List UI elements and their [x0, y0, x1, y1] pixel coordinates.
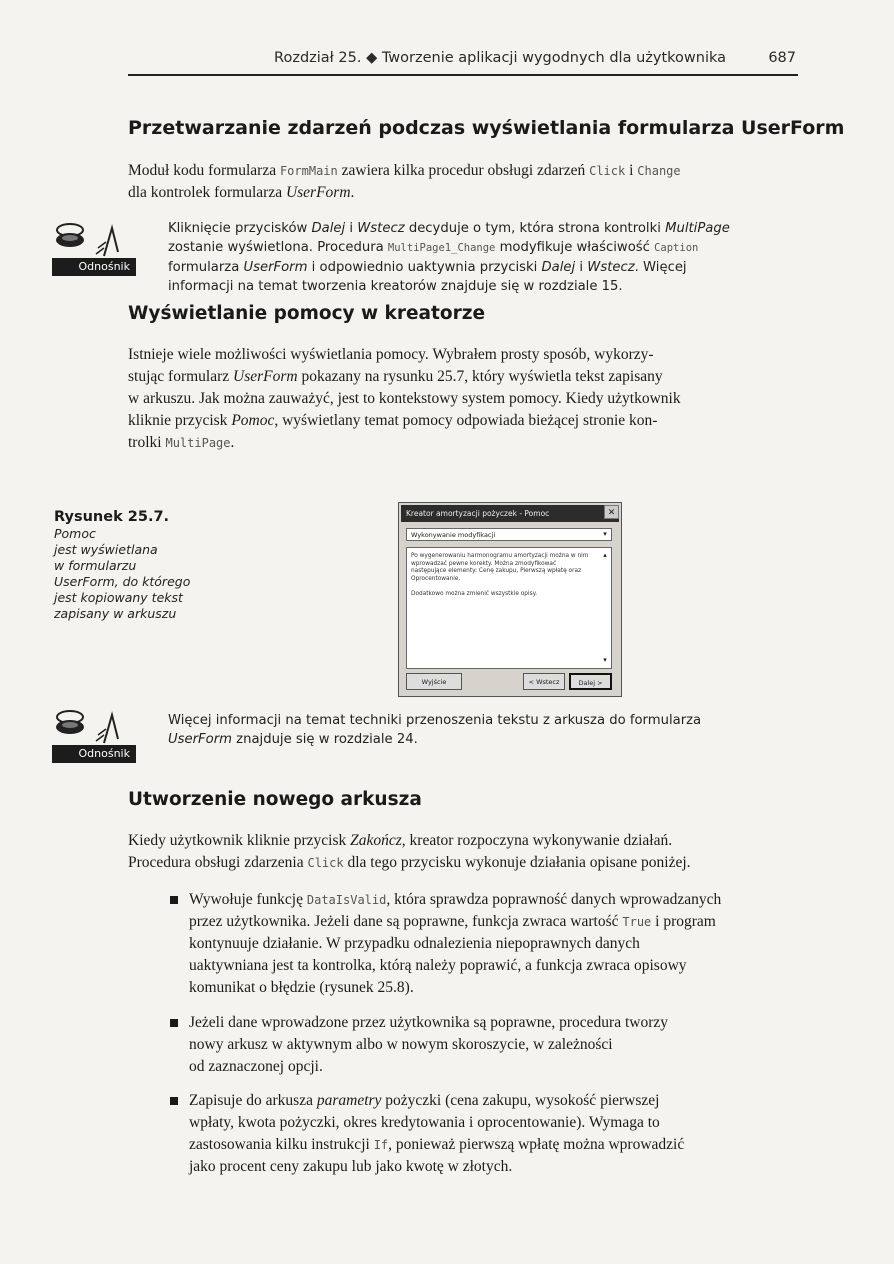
- close-icon: ✕: [604, 505, 619, 519]
- dialog-next-button: Dalej >: [569, 673, 612, 690]
- code-click: Click: [589, 164, 626, 178]
- binoculars-icon: [52, 705, 136, 747]
- note-help-text: Więcej informacji na temat techniki przenoszenia tekstu z arkusza do formularza UserForm znajduje się w rozdziale 24.: [168, 713, 702, 747]
- figure-caption-line: Pomoc: [54, 526, 96, 541]
- binoculars-icon: [52, 218, 136, 260]
- help-text-box: [406, 547, 612, 669]
- bullet-icon: [170, 1097, 178, 1105]
- code-change: Change: [637, 164, 681, 178]
- reference-label: Odnośnik: [52, 258, 136, 276]
- book-page: Rozdział 25. ◆ Tworzenie aplikacji wygodnych dla użytkownika 687 Przetwarzanie zdarzeń podczas wyświetlania formularza UserForm Moduł kodu formularza FormMain zawiera kilka procedur obsługi zdarzeń Click i Change dla kontrolek formularza UserForm. Odnośnik Kliknięcie przycisków Dalej i Wstecz decyduje o tym, która strona kontrolki MultiPage zostanie wyświetlona. Procedura MultiPage1_Change modyfikuje właściwość Caption formularza UserForm i odpowiednio uaktywnia przyciski Dalej i Wstecz. Więcej informacji na temat tworzenia kreatorów znajduje się w rozdziale 15. Wyświetlanie pomocy w kreatorze Istnieje wiele możliwości wyświetlania pomocy. Wybrałem prosty sposób, wykorzy- stując formularz UserForm pokazany na rysunku 25.7, który wyświetla tekst zapisany w arkuszu. Jak można zauważyć, jest to kontekstowy system pomocy. Kiedy użytkownik kliknie przycisk Pomoc, wyświetlany temat pomocy odpowiada bieżącej stronie kon- trolki MultiPage. Rysunek 25.7. Pomoc jest wyświetlana w formularzu UserForm, do którego jest kopiowany tekst zapisany w arkuszu Kreator amortyzacji pożyczek - Pomoc ✕ Wykonywanie modyfikacji ▾ Po wygenerowaniu harmonogramu amortyzacji można w nim wprowadzać pewne korekty. Można zmodyfikować następujące elementy: Cenę zakupu, Pierwszą wpłatę oraz Oprocentowanie. Dodatkowo można zmienić wszystkie opisy. ▴ ▾ Wyjście < Wstecz Dalej > Odnośnik Więcej informacji na temat techniki przenoszenia tekstu z arkusza do formularza UserForm znajduje się w rozdziale 24. Utworzenie nowego arkusza Kiedy użytkownik kliknie przycisk Zakończ, kreator rozpoczyna wykonywanie działań. Procedura obsługi zdarzenia Click dla tego przycisku wykonuje działania opisane poniżej. Wywołuje funkcję DataIsValid, która sprawdza poprawność danych wprowadzanych przez użytkownika. Jeżeli dane są poprawne, funkcja zwraca wartość True i program kontynuuje działanie. W przypadku odnalezienia niepoprawnych danych uaktywniana jest ta kontrolka, którą należy poprawić, a funkcja zwraca opisowy komunikat o błędzie (rysunek 25.8). Jeżeli dane wprowadzone przez użytkownika są poprawne, procedura tworzy nowy arkusz w aktywnym albo w nowym skoroszycie, w zależności od zaznaczonej opcji. Zapisuje do arkusza parametry pożyczki (cena zakupu, wysokość pierwszej wpłaty, kwota pożyczki, okres kredytowania i oprocentowanie). Wymaga to zastosowania kilku instrukcji If, ponieważ pierwszą wpłatę można wprowadzić jako procent ceny zakupu lub jako kwotę w złotych.: [54, 50, 845, 1175]
- section-heading-events: Przetwarzanie zdarzeń podczas wyświetlania formularza UserForm: [128, 117, 845, 139]
- code-dataisvalid: DataIsValid: [306, 893, 387, 907]
- section-heading-new-sheet: Utworzenie nowego arkusza: [128, 789, 422, 810]
- figure-caption: [54, 509, 224, 622]
- running-header: [128, 50, 796, 72]
- section-heading-help: Wyświetlanie pomocy w kreatorze: [128, 303, 486, 324]
- chevron-down-icon: ▾: [603, 530, 607, 538]
- scroll-down-icon: ▾: [603, 656, 607, 664]
- dialog-title: Kreator amortyzacji pożyczek - Pomoc: [401, 505, 619, 522]
- reference-icon: [52, 218, 136, 276]
- dialog-back-button: < Wstecz: [523, 673, 565, 690]
- reference-label: Odnośnik: [52, 745, 136, 763]
- dialog-exit-button: Wyjście: [406, 673, 462, 690]
- figure-number: Rysunek 25.7.: [54, 509, 170, 525]
- figure-caption-line: zapisany w arkuszu: [54, 606, 177, 621]
- reference-icon: [52, 705, 136, 763]
- code-click: Click: [307, 856, 344, 870]
- help-dialog-screenshot: [398, 502, 622, 697]
- figure-caption-line: UserForm, do którego: [54, 574, 191, 589]
- paragraph-help: Istnieje wiele możliwości wyświetlania pomocy. Wybrałem prosty sposób, wykorzy- stując formularz UserForm pokazany na rysunku 25.7, który wyświetla tekst zapisany w arkuszu. Jak można zauważyć, jest to kontekstowy system pomocy. Kiedy użytkownik kliknie przycisk Pomoc, wyświetlany temat pomocy odpowiada bieżącej stronie kon- trolki MultiPage.: [128, 346, 681, 451]
- code-caption: Caption: [654, 242, 699, 254]
- chapter-title: Rozdział 25. ◆ Tworzenie aplikacji wygodnych dla użytkownika: [274, 50, 726, 66]
- header-rule: [128, 74, 798, 76]
- bullet-icon: [170, 1019, 178, 1027]
- help-text-extra: Dodatkowo można zmienić wszystkie opisy.: [411, 591, 538, 597]
- figure-caption-line: jest kopiowany tekst: [54, 590, 183, 605]
- code-true: True: [622, 915, 652, 929]
- paragraph-new-sheet: Kiedy użytkownik kliknie przycisk Zakończ, kreator rozpoczyna wykonywanie działań. Procedura obsługi zdarzenia Click dla tego przycisku wykonuje działania opisane poniżej.: [128, 832, 691, 871]
- code-multipage: MultiPage: [165, 436, 231, 450]
- code-multipage1-change: MultiPage1_Change: [387, 242, 496, 254]
- page-number: 687: [768, 50, 796, 66]
- figure-caption-line: jest wyświetlana: [54, 542, 158, 557]
- code-if: If: [373, 1138, 389, 1152]
- help-text: Po wygenerowaniu harmonogramu amortyzacji można w nim wprowadzać pewne korekty. Można zmodyfikować następujące elementy: Cenę zakupu, Pierwszą wpłatę oraz Oprocentowanie.: [411, 553, 589, 582]
- help-topic-dropdown: Wykonywanie modyfikacji ▾: [406, 528, 612, 541]
- note-wizard-navigation: Kliknięcie przycisków Dalej i Wstecz decyduje o tym, która strona kontrolki MultiPage zostanie wyświetlona. Procedura MultiPage1_Change modyfikuje właściwość Caption formularza UserForm i odpowiednio uaktywnia przyciski Dalej i Wstecz. Więcej informacji na temat tworzenia kreatorów znajduje się w rozdziale 15.: [168, 221, 730, 294]
- figure-caption-line: w formularzu: [54, 558, 137, 573]
- paragraph-events: Moduł kodu formularza FormMain zawiera kilka procedur obsługi zdarzeń Click i Change dla kontrolek formularza UserForm.: [128, 162, 681, 201]
- bullet-icon: [170, 896, 178, 904]
- code-formmain: FormMain: [279, 164, 338, 178]
- scroll-up-icon: ▴: [603, 551, 607, 559]
